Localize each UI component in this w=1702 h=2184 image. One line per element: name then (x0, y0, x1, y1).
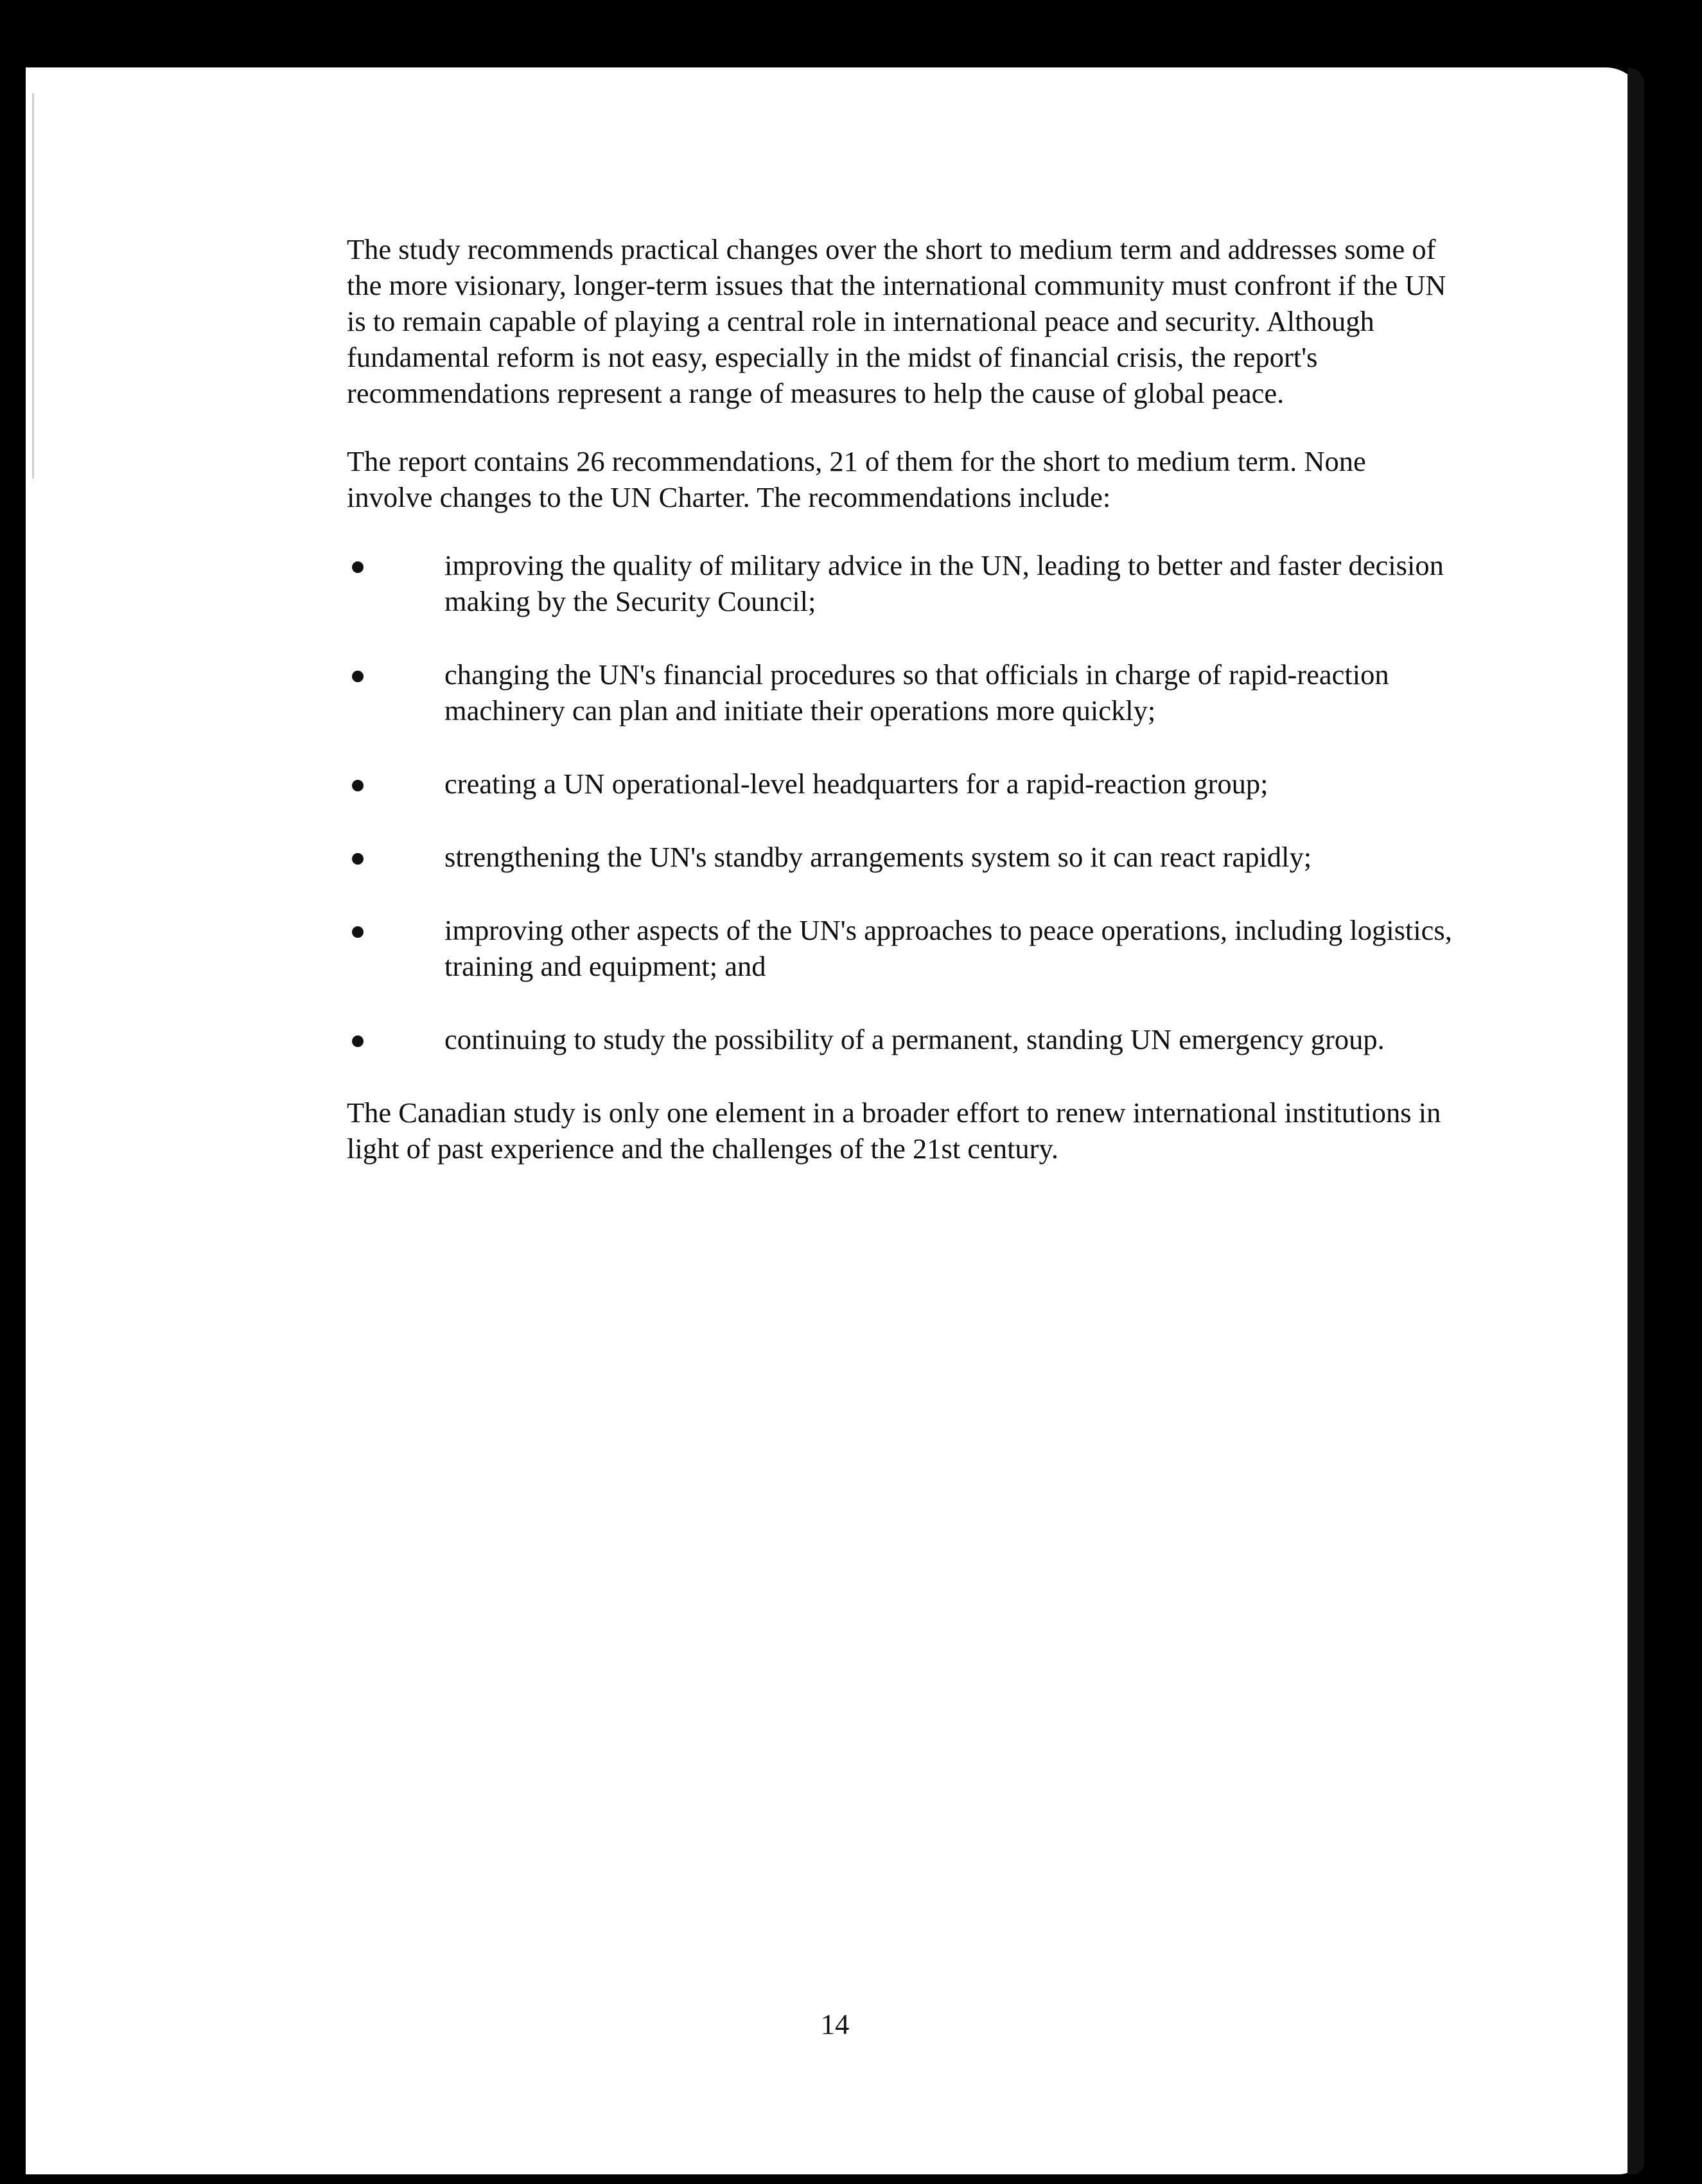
list-item (347, 766, 1458, 802)
page-right-shadow (1627, 67, 1644, 2174)
list-item-text: changing the UN's financial procedures so that officials in charge of rapid-reaction machinery can plan and initiate their operations more quickly; (444, 658, 1389, 727)
list-item (347, 656, 1458, 728)
bullet-icon (352, 926, 364, 938)
intro-paragraph: The study recommends practical changes over the short to medium term and addresses some of the more visionary, longer-term issues that the international community must confront if the UN is to remain capable of playing a central role in international peace and security. Although fundamental reform is not easy, especially in the midst of financial crisis, the report's recommendations represent a range of measures to help the cause of global peace. (347, 233, 1446, 409)
page-number: 14 (820, 2008, 850, 2040)
list-item (347, 912, 1458, 984)
list-item (347, 547, 1458, 619)
page-left-edge (32, 93, 34, 479)
list-item (347, 839, 1458, 875)
page-content (347, 231, 1458, 1199)
closing-paragraph: The Canadian study is only one element in a broader effort to renew international institutions in light of past experience and the challenges of the 21st century. (347, 1096, 1441, 1165)
bullet-icon (352, 1035, 364, 1047)
list-item-text: creating a UN operational-level headquarters for a rapid-reaction group; (444, 768, 1268, 800)
recommendations-list (347, 547, 1458, 1057)
bullet-icon (352, 671, 364, 682)
recommendations-intro-paragraph: The report contains 26 recommendations, 21 of them for the short to medium term. None involve changes to the UN Charter. The recommendations include: (347, 445, 1366, 513)
list-item-text: improving the quality of military advice in the UN, leading to better and faster decision making by the Security Council; (444, 549, 1444, 617)
list-item (347, 1021, 1458, 1057)
list-item-text: strengthening the UN's standby arrangements system so it can react rapidly; (444, 841, 1312, 873)
bullet-icon (352, 853, 364, 865)
list-item-text: continuing to study the possibility of a permanent, standing UN emergency group. (444, 1023, 1385, 1055)
list-item-text: improving other aspects of the UN's approaches to peace operations, including logistics, training and equipment; and (444, 914, 1452, 982)
bullet-icon (352, 561, 364, 573)
document-page (26, 67, 1644, 2174)
bullet-icon (352, 780, 364, 791)
